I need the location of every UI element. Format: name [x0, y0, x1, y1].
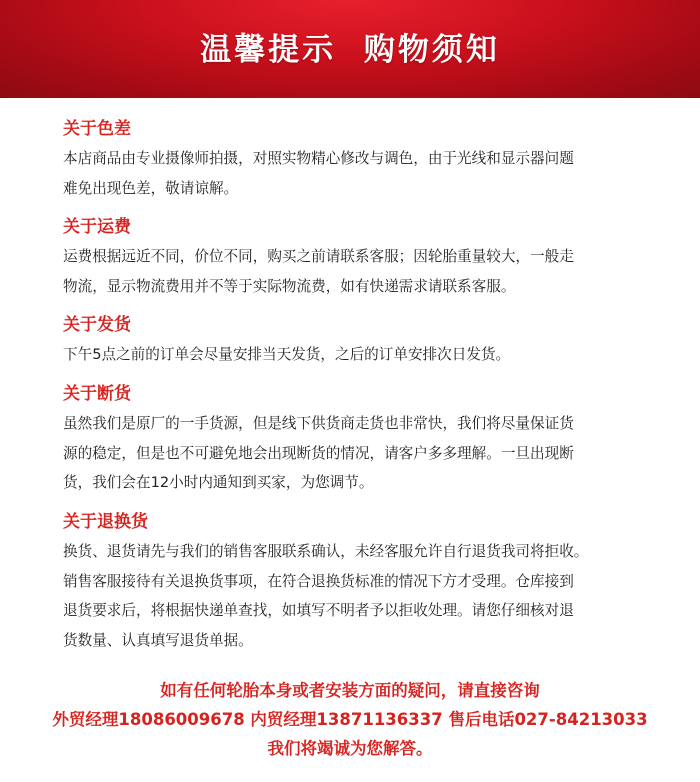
contact-footer: [0, 676, 700, 763]
body-line: 运费根据远近不同，价位不同，购买之前请联系客服；因轮胎重量较大，一般走: [63, 248, 574, 265]
section-out-of-stock: [63, 380, 574, 498]
body-line: 难免出现色差，敬请谅解。: [63, 179, 239, 197]
section-shipping-fee: [63, 213, 574, 301]
section-color-difference: [63, 115, 574, 203]
body-line: 本店商品由专业摄像师拍摄，对照实物精心修改与调色，由于光线和显示器问题: [63, 150, 574, 167]
body-line: 换货、退货请先与我们的销售客服联系确认，未经客服允许自行退货我司将拒收。: [63, 543, 589, 560]
section-title: 关于色差: [63, 119, 131, 139]
section-body: [63, 537, 588, 655]
section-body: [63, 242, 574, 301]
section-title: 关于发货: [63, 315, 131, 335]
body-line: 下午5点之前的订单会尽量安排当天发货，之后的订单安排次日发货。: [63, 346, 511, 363]
section-returns: [63, 508, 588, 655]
section-title: 关于断货: [63, 384, 131, 404]
footer-inquiry-line: 如有任何轮胎本身或者安装方面的疑问，请直接咨询: [160, 681, 540, 700]
footer-contacts-line: 外贸经理18086009678 内贸经理13871136337 售后电话027-84213033: [52, 710, 648, 729]
section-delivery: [63, 311, 510, 370]
section-body: [63, 144, 574, 203]
section-body: [63, 340, 510, 370]
body-line: 销售客服接待有关退换货事项，在符合退换货标准的情况下方才受理。仓库接到: [63, 572, 574, 590]
body-line: 货数量、认真填写退货单据。: [63, 631, 253, 649]
section-title: 关于退换货: [63, 512, 148, 532]
header-banner: [0, 0, 700, 98]
section-title: 关于运费: [63, 217, 131, 237]
body-line: 虽然我们是原厂的一手货源，但是线下供货商走货也非常快，我们将尽量保证货: [63, 415, 574, 432]
body-line: 物流，显示物流费用并不等于实际物流费，如有快递需求请联系客服。: [63, 277, 516, 295]
footer-closing-line: 我们将竭诚为您解答。: [267, 739, 433, 758]
page-title: 温馨提示 购物须知: [200, 31, 500, 68]
section-body: [63, 409, 574, 498]
body-line: 源的稳定，但是也不可避免地会出现断货的情况，请客户多多理解。一旦出现断: [63, 444, 574, 462]
body-line: 货，我们会在12小时内通知到买家，为您调节。: [63, 474, 374, 491]
body-line: 退货要求后，将根据快递单查找，如填写不明者予以拒收处理。请您仔细核对退: [63, 602, 574, 619]
